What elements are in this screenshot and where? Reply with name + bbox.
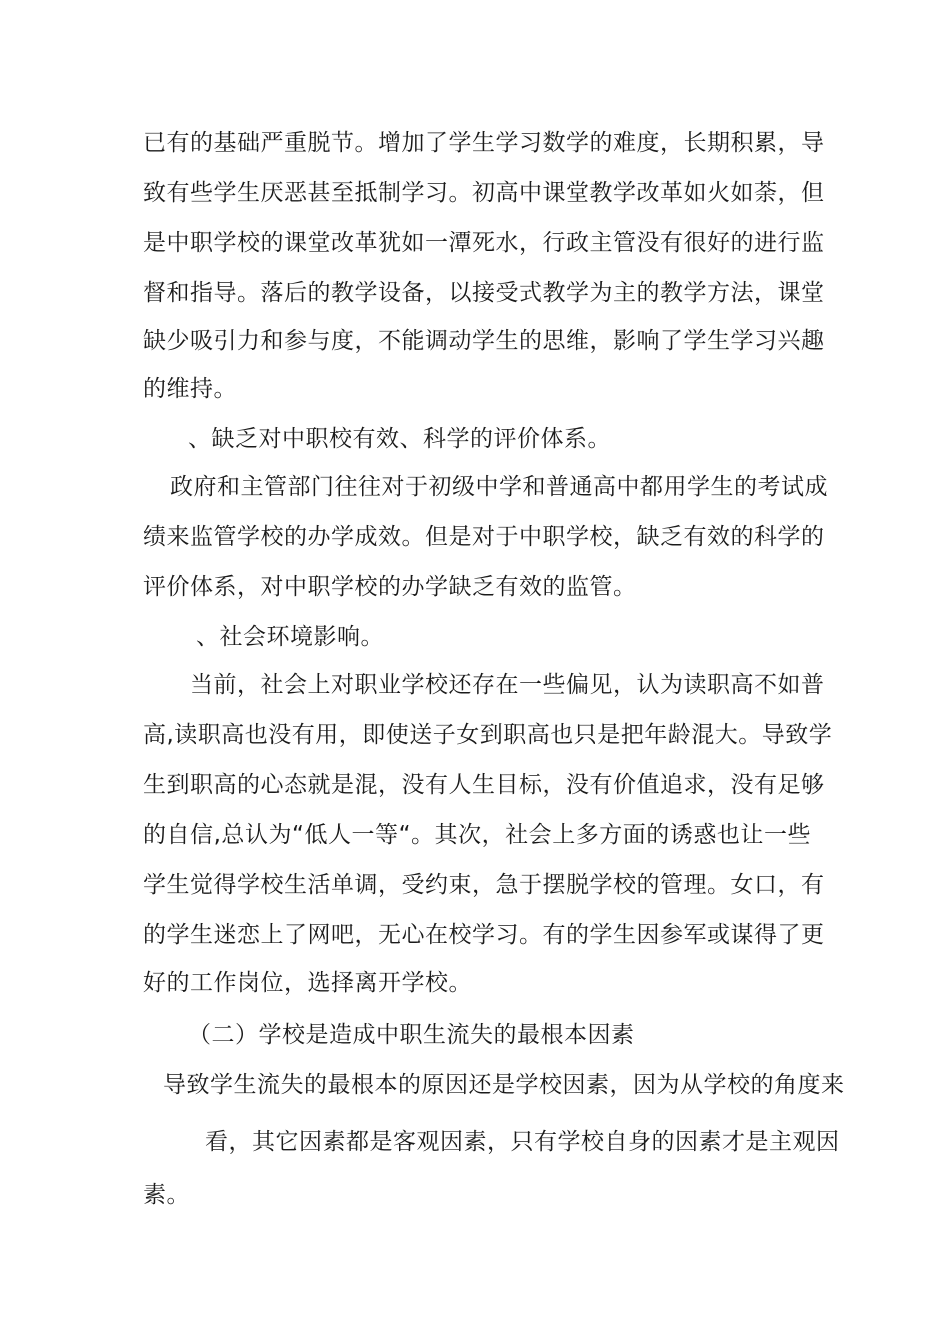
section-heading: （二）学校是造成中职生流失的最根本因素: [188, 1022, 635, 1048]
paragraph-line: 绩来监管学校的办学成效。但是对于中职学校，缺乏有效的科学的: [143, 524, 825, 550]
paragraph-line: 缺少吸引力和参与度，不能调动学生的思维，影响了学生学习兴趣: [143, 328, 825, 354]
paragraph-line: 看，其它因素都是客观因素，只有学校自身的因素才是主观因: [205, 1129, 840, 1155]
paragraph-line: 政府和主管部门往往对于初级中学和普通高中都用学生的考试成: [170, 474, 828, 500]
paragraph-line: 好的工作岗位，选择离开学校。: [143, 970, 472, 996]
paragraph-line: 督和指导。落后的教学设备，以接受式教学为主的教学方法，课堂: [143, 280, 825, 306]
paragraph-line: 导致学生流失的最根本的原因还是学校因素，因为从学校的角度来: [163, 1072, 845, 1098]
section-heading: 、缺乏对中职校有效、科学的评价体系。: [188, 426, 611, 452]
paragraph-line: 的自信,总认为“低人一等“。其次，社会上多方面的诱惑也让一些: [143, 822, 811, 848]
paragraph-line: 学生觉得学校生活单调，受约束，急于摆脱学校的管理。女口，有: [143, 872, 825, 898]
paragraph-line: 致有些学生厌恶甚至抵制学习。初高中课堂教学改革如火如荼，但: [143, 180, 825, 206]
paragraph-line: 生到职高的心态就是混，没有人生目标，没有价值追求，没有足够: [143, 772, 825, 798]
paragraph-line: 当前，社会上对职业学校还存在一些偏见，认为读职高不如普: [190, 672, 825, 698]
paragraph-line: 的维持。: [143, 376, 237, 402]
section-heading: 、社会环境影响。: [196, 624, 384, 650]
paragraph-line: 评价体系，对中职学校的办学缺乏有效的监管。: [143, 574, 637, 600]
paragraph-line: 素。: [143, 1182, 190, 1208]
paragraph-line: 高,读职高也没有用，即使送子女到职高也只是把年龄混大。导致学: [143, 722, 833, 748]
paragraph-line: 已有的基础严重脱节。增加了学生学习数学的难度，长期积累，导: [143, 130, 825, 156]
paragraph-line: 是中职学校的课堂改革犹如一潭死水，行政主管没有很好的进行监: [143, 230, 825, 256]
paragraph-line: 的学生迷恋上了网吧，无心在校学习。有的学生因参军或谋得了更: [143, 922, 825, 948]
